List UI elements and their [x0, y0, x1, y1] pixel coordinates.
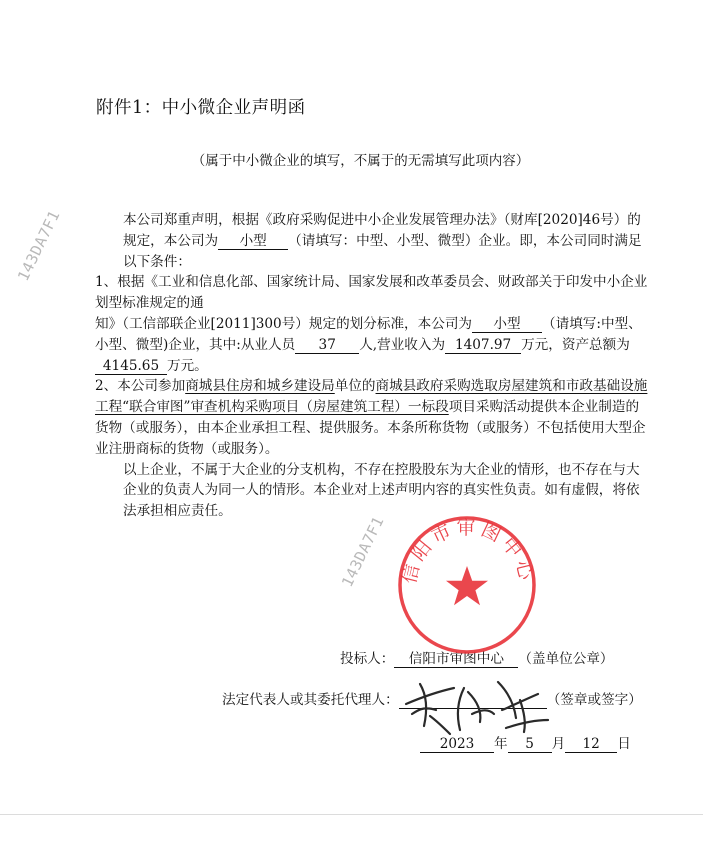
representative-note: （签章或签字）	[546, 692, 642, 708]
project-name: 商城县政府采购选取房屋建筑和市政基础设施工程“联合审图”审查机构采购项目（房屋建筑工程）一标段	[95, 378, 648, 416]
official-seal-icon	[396, 514, 538, 656]
item1-text-e: 万元，资产总额为	[521, 336, 630, 353]
watermark-text: 143DA7F1	[338, 513, 388, 590]
representative-label: 法定代表人或其委托代理人：	[222, 692, 399, 708]
month-unit: 月	[551, 736, 566, 752]
item1-text-c: （请填写:中型、小型、微型)企业，其中:从业人员	[95, 315, 642, 353]
paragraph-closing: 以上企业，不属于大企业的分支机构，不存在控股股东为大企业的情形，也不存在与大企业的负责人为同一人的情形。本企业对上述声明内容的真实性负责。如有虚假，将依法承担相应责任。	[123, 461, 640, 520]
item1-text-f: 万元。	[167, 357, 208, 374]
seal-text: 信阳市审图中心	[398, 516, 538, 586]
date-month-field: 5	[508, 736, 552, 753]
bidder-label: 投标人：	[340, 651, 395, 667]
revenue-field: 1407.97	[445, 337, 521, 354]
document-subtitle: （属于中小微企业的填写，不属于的无需填写此项内容）	[191, 153, 530, 169]
intro-text-b: （请填写：中型、小型、微型）企业。即，本公司同时满足以下条件：	[123, 232, 642, 270]
document-title: 附件1：中小微企业声明函	[96, 98, 306, 118]
item1-size-field: 小型	[472, 316, 542, 333]
item2-text-a: 2、本公司参加	[95, 378, 186, 395]
watermark-text: 143DA7F1	[14, 207, 64, 284]
item1-text-a: 1、根据《工业和信息化部、国家统计局、国家发展和改革委员会、财政部关于印发中小企业划型标准规定的通	[95, 274, 648, 312]
item1-text-d: 人,营业收入为	[359, 336, 446, 353]
date-day-field: 12	[565, 736, 617, 753]
paragraph-item-2	[95, 376, 650, 459]
bidder-note: （盖单位公章）	[518, 651, 614, 667]
paragraph-item-1	[95, 272, 650, 376]
bidder-name-field: 信阳市审图中心	[394, 651, 518, 668]
item2-text-b: 单位的	[334, 378, 376, 395]
purchaser-name: 商城县住房和城乡建设局	[185, 378, 335, 395]
item2-text-c: 项目采购活动提供本企业制造的货物（或服务），由本企业承担工程、提供服务。本条所称货物（或服务）不包括使用大型企业注册商标的货物（或服务）。	[95, 399, 646, 457]
company-size-field: 小型	[218, 233, 288, 250]
date-year-field: 2023	[420, 736, 494, 753]
intro-text-a: 本公司郑重声明，根据《政府采购促进中小企业发展管理办法》（财库[2020]46号）的规定，本公司为	[123, 212, 641, 249]
handwritten-signature-icon	[398, 670, 558, 742]
item1-text-b: 知》（工信部联企业[2011]300号）规定的划分标准，本公司为	[95, 315, 473, 332]
employees-field: 37	[295, 337, 359, 354]
assets-field: 4145.65	[95, 358, 167, 375]
page-bottom-divider	[0, 814, 703, 815]
day-unit: 日	[617, 736, 631, 752]
paragraph-intro	[95, 210, 650, 272]
declaration-body	[95, 210, 650, 522]
year-unit: 年	[494, 736, 508, 752]
